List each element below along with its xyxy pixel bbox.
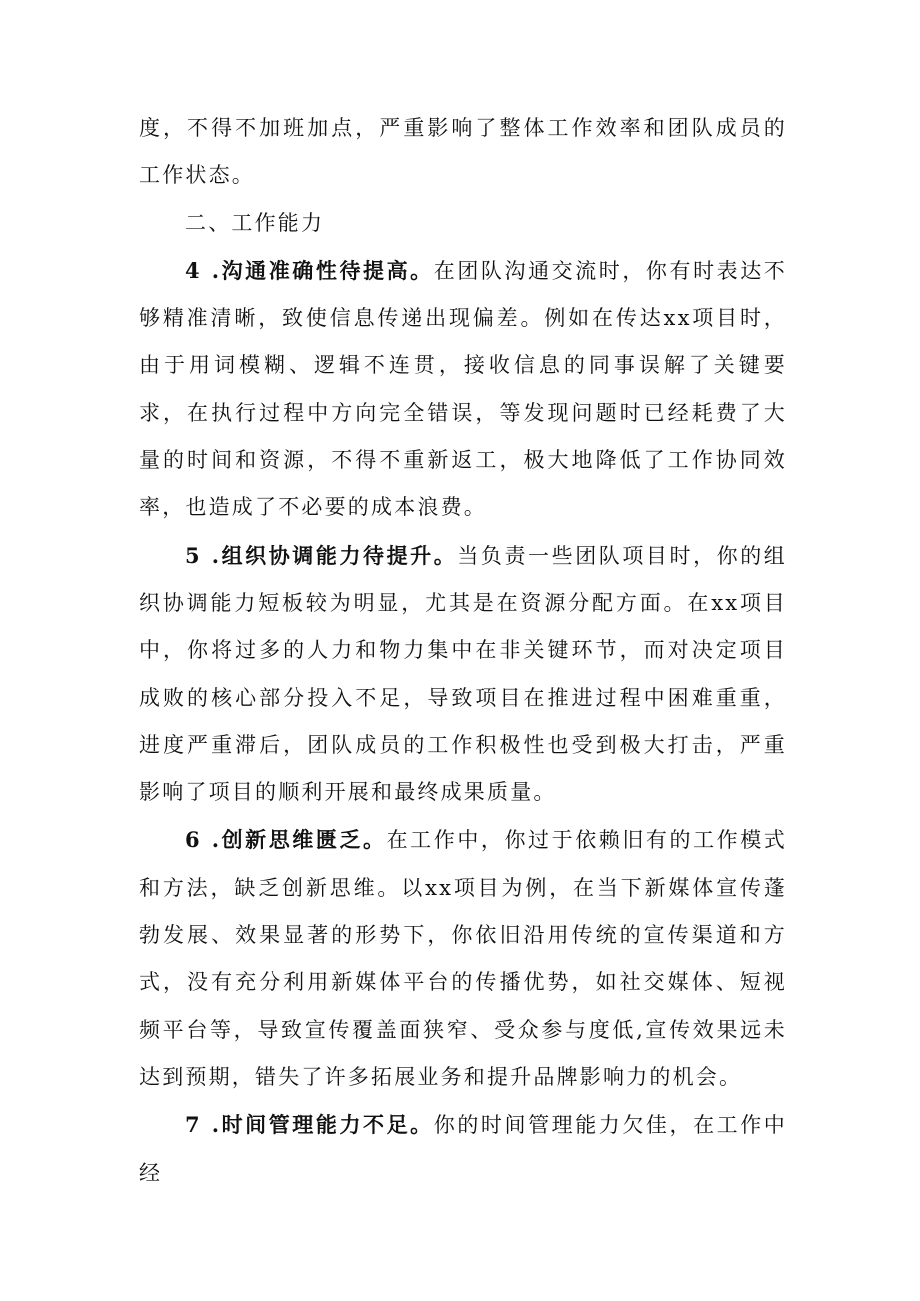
item-lead-4: 4 .沟通准确性待提高。 bbox=[185, 257, 434, 283]
item-paragraph-4 bbox=[139, 247, 787, 532]
item-paragraph-5 bbox=[139, 532, 787, 817]
item-paragraph-6 bbox=[139, 816, 787, 1101]
item-lead-6: 6 .创新思维匮乏。 bbox=[185, 827, 387, 853]
item-body-4: 在团队沟通交流时，你有时表达不够精准清晰，致使信息传递出现偏差。例如在传达xx项目时，由于用词模糊、逻辑不连贯，接收信息的同事误解了关键要求，在执行过程中方向完全错误，等发现问题时已经耗费了大量的时间和资源，不得不重新返工，极大地降低了工作协同效率，也造成了不必要的成本浪费。 bbox=[139, 258, 788, 520]
section-heading: 二、工作能力 bbox=[185, 210, 325, 235]
document-body bbox=[139, 105, 787, 1197]
intro-paragraph: 度，不得不加班加点，严重影响了整体工作效率和团队成员的工作状态。 bbox=[139, 116, 787, 188]
item-body-6: 在工作中，你过于依赖旧有的工作模式和方法，缺乏创新思维。以xx项目为例，在当下新媒体宣传蓬勃发展、效果显著的形势下，你依旧沿用传统的宣传渠道和方式，没有充分利用新媒体平台的传播优势，如社交媒体、短视频平台等，导致宣传覆盖面狭窄、受众参与度低,宣传效果远未达到预期，错失了许多拓展业务和提升品牌影响力的机会。 bbox=[139, 828, 787, 1089]
item-lead-7: 7 .时间管理能力不足。 bbox=[185, 1112, 434, 1138]
item-body-5: 当负责一些团队项目时，你的组织协调能力短板较为明显，尤其是在资源分配方面。在xx项目中，你将过多的人力和物力集中在非关键环节，而对决定项目成败的核心部分投入不足，导致项目在推进过程中困难重重，进度严重滞后，团队成员的工作积极性也受到极大打击，严重影响了项目的顺利开展和最终成果质量。 bbox=[139, 543, 787, 805]
item-lead-5: 5 .组织协调能力待提升。 bbox=[185, 542, 458, 568]
item-paragraph-7 bbox=[139, 1101, 787, 1197]
item-body-7: 你的时间管理能力欠佳，在工作中经 bbox=[139, 1113, 788, 1185]
